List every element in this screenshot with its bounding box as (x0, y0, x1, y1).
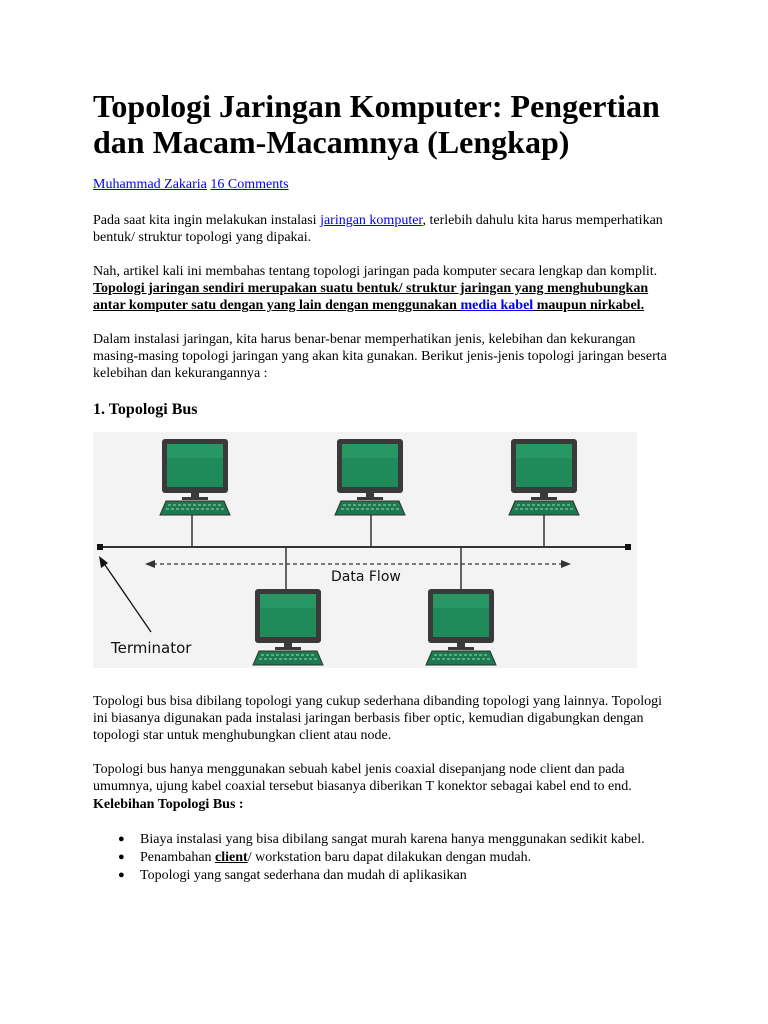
list-item-text: Topologi yang sangat sederhana dan mudah di aplikasikan (140, 868, 467, 883)
author-link[interactable]: Muhammad Zakaria (93, 177, 207, 192)
article-title: Topologi Jaringan Komputer: Pengertian dan Macam-Macamnya (Lengkap) (93, 88, 660, 160)
list-item (118, 867, 673, 884)
bullet-icon: ● (118, 851, 125, 863)
byline (93, 176, 673, 194)
terminator-label: Terminator (111, 639, 192, 657)
overview-paragraph: Dalam instalasi jaringan, kita harus benar-benar memperhatikan jenis, kelebihan dan kekurangan masing-masing topologi jaringan yang akan kita gunakan. Berikut jenis-jenis topologi jaringan beserta kelebihan dan kekurangannya : (93, 332, 667, 381)
intro-paragraph (93, 212, 673, 246)
list-item (118, 849, 673, 866)
intro-text-1: Pada saat kita ingin melakukan instalasi (93, 213, 321, 228)
media-kabel-link[interactable]: media kabel (460, 298, 534, 313)
section-heading-bus: 1. Topologi Bus (93, 401, 198, 418)
bullet-icon: ● (118, 833, 125, 845)
advantages-heading: Kelebihan Topologi Bus : (93, 797, 244, 812)
computer-icon (160, 439, 230, 515)
intro-text-2: , terlebih dahulu kita harus memperhatikan bentuk/ struktur topologi yang dipakai. (93, 213, 663, 245)
computer-icon (426, 589, 496, 665)
jaringan-komputer-link[interactable]: jaringan komputer (320, 213, 423, 228)
data-flow-label: Data Flow (331, 569, 401, 585)
list-item (118, 831, 673, 848)
article (93, 88, 673, 885)
definition-bold-end: maupun nirkabel. (533, 298, 645, 313)
advantages-list (93, 831, 673, 884)
list-item-text: Biaya instalasi yang bisa dibilang sangat murah karena hanya menggunakan sedikit kabel. (140, 832, 645, 847)
definition-bold: Topologi jaringan sendiri merupakan suatu bentuk/ struktur jaringan yang menghubungkan antar komputer satu dengan yang lain dengan menggunakan (93, 281, 649, 313)
definition-text: Nah, artikel kali ini membahas tentang topologi jaringan pada komputer secara lengkap dan komplit. (93, 264, 658, 279)
computer-icon (335, 439, 405, 515)
definition-paragraph (93, 263, 673, 314)
list-item-text-before: Penambahan (140, 850, 216, 865)
bullet-icon: ● (118, 869, 125, 881)
comments-link[interactable]: 16 Comments (210, 177, 289, 192)
bus-topology-diagram (93, 432, 637, 668)
client-link[interactable]: client (215, 850, 248, 865)
computer-icon (253, 589, 323, 665)
list-item-text-after: / workstation baru dapat dilakukan dengan mudah. (247, 850, 532, 865)
computer-icon (509, 439, 579, 515)
bus-description-1: Topologi bus bisa dibilang topologi yang cukup sederhana dibanding topologi yang lainnya. Topologi ini biasanya digunakan pada instalasi jaringan berbasis fiber optic, kemudian digabungkan dengan topologi star untuk menghubungkan client atau node. (93, 694, 662, 743)
bus-description-2: Topologi bus hanya menggunakan sebuah kabel jenis coaxial disepanjang node client dan pada umumnya, ujung kabel coaxial tersebut biasanya diberikan T konektor sebagai kabel end to end. (93, 762, 632, 794)
